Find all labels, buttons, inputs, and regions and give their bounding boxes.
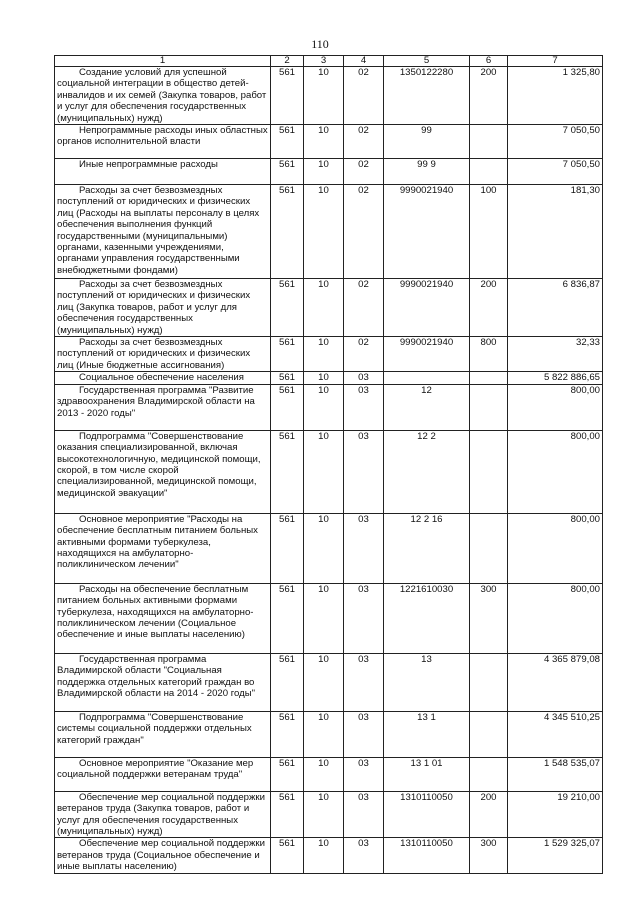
amount: 1 548 535,07: [508, 757, 603, 791]
amount: 800,00: [508, 583, 603, 653]
target-article-code: 9990021940: [384, 337, 470, 372]
section-code: 10: [304, 384, 344, 430]
expense-type-code: [470, 384, 508, 430]
ministry-code: 561: [271, 337, 304, 372]
row-description: Создание условий для успешной социальной интеграции в общество детей-инвалидов и их семей (Закупка товаров, работ и услуг для обеспечения государственных (муниципальных) нужд): [55, 67, 271, 125]
section-code: 10: [304, 159, 344, 185]
expense-type-code: [470, 757, 508, 791]
table-row: [55, 67, 603, 125]
table-row: [55, 757, 603, 791]
expense-type-code: [470, 653, 508, 711]
target-article-code: 12 2: [384, 430, 470, 513]
row-description: Основное мероприятие "Оказание мер социальной поддержки ветеранам труда": [55, 757, 271, 791]
amount: 4 345 510,25: [508, 711, 603, 757]
target-article-code: 99 9: [384, 159, 470, 185]
table-row: [55, 838, 603, 873]
subsection-code: 02: [344, 125, 384, 159]
budget-table: [54, 55, 603, 874]
ministry-code: 561: [271, 185, 304, 279]
ministry-code: 561: [271, 653, 304, 711]
ministry-code: 561: [271, 757, 304, 791]
amount: 1 325,80: [508, 67, 603, 125]
expense-type-code: 800: [470, 337, 508, 372]
ministry-code: 561: [271, 513, 304, 583]
expense-type-code: 200: [470, 67, 508, 125]
section-code: 10: [304, 430, 344, 513]
subsection-code: 03: [344, 838, 384, 873]
subsection-code: 02: [344, 337, 384, 372]
table-row: [55, 711, 603, 757]
subsection-code: 02: [344, 279, 384, 337]
amount: 7 050,50: [508, 159, 603, 185]
section-code: 10: [304, 279, 344, 337]
section-code: 10: [304, 711, 344, 757]
table-row: [55, 372, 603, 384]
ministry-code: 561: [271, 583, 304, 653]
header-cell: 1: [55, 56, 271, 67]
table-row: [55, 513, 603, 583]
ministry-code: 561: [271, 384, 304, 430]
header-cell: 6: [470, 56, 508, 67]
amount: 6 836,87: [508, 279, 603, 337]
target-article-code: 1310110050: [384, 838, 470, 873]
table-row: [55, 125, 603, 159]
amount: 19 210,00: [508, 791, 603, 838]
section-code: 10: [304, 67, 344, 125]
row-description: Обеспечение мер социальной поддержки ветеранов труда (Социальное обеспечение и иные выплаты населению): [55, 838, 271, 873]
row-description: Государственная программа Владимирской области "Социальная поддержка отдельных категорий граждан во Владимирской области на 2014 - 2020 годы": [55, 653, 271, 711]
section-code: 10: [304, 337, 344, 372]
ministry-code: 561: [271, 67, 304, 125]
ministry-code: 561: [271, 430, 304, 513]
row-description: Государственная программа "Развитие здравоохранения Владимирской области на 2013 - 2020 годы": [55, 384, 271, 430]
row-description: Основное мероприятие "Расходы на обеспечение бесплатным питанием больных активными формами туберкулеза, находящихся на амбулаторно-поликлиническом лечении": [55, 513, 271, 583]
amount: 7 050,50: [508, 125, 603, 159]
amount: 1 529 325,07: [508, 838, 603, 873]
expense-type-code: 200: [470, 791, 508, 838]
header-cell: 2: [271, 56, 304, 67]
amount: 800,00: [508, 513, 603, 583]
table-row: [55, 430, 603, 513]
subsection-code: 03: [344, 384, 384, 430]
table-row: [55, 279, 603, 337]
expense-type-code: [470, 159, 508, 185]
row-description: Иные непрограммные расходы: [55, 159, 271, 185]
expense-type-code: [470, 711, 508, 757]
subsection-code: 03: [344, 583, 384, 653]
subsection-code: 02: [344, 159, 384, 185]
section-code: 10: [304, 757, 344, 791]
section-code: 10: [304, 372, 344, 384]
subsection-code: 02: [344, 67, 384, 125]
table-row: [55, 791, 603, 838]
target-article-code: 13 1: [384, 711, 470, 757]
subsection-code: 02: [344, 185, 384, 279]
target-article-code: 13: [384, 653, 470, 711]
header-row: [55, 56, 603, 67]
header-cell: 3: [304, 56, 344, 67]
expense-type-code: 300: [470, 838, 508, 873]
row-description: Непрограммные расходы иных областных органов исполнительной власти: [55, 125, 271, 159]
ministry-code: 561: [271, 372, 304, 384]
table-row: [55, 337, 603, 372]
target-article-code: 9990021940: [384, 185, 470, 279]
ministry-code: 561: [271, 838, 304, 873]
header-cell: 5: [384, 56, 470, 67]
subsection-code: 03: [344, 757, 384, 791]
target-article-code: [384, 372, 470, 384]
expense-type-code: 300: [470, 583, 508, 653]
ministry-code: 561: [271, 279, 304, 337]
row-description: Расходы за счет безвозмездных поступлений от юридических и физических лиц (Закупка товаров, работ и услуг для обеспечения государственных (муниципальных) нужд): [55, 279, 271, 337]
row-description: Обеспечение мер социальной поддержки ветеранов труда (Закупка товаров, работ и услуг для обеспечения государственных (муниципальных) нужд): [55, 791, 271, 838]
target-article-code: 12 2 16: [384, 513, 470, 583]
target-article-code: 9990021940: [384, 279, 470, 337]
row-description: Расходы за счет безвозмездных поступлений от юридических и физических лиц (Расходы на выплаты персоналу в целях обеспечения выполнения функций государственными (муниципальными) органами, казенными учреждениями, органами управления государственными внебюджетными фондами): [55, 185, 271, 279]
subsection-code: 03: [344, 791, 384, 838]
target-article-code: 1310110050: [384, 791, 470, 838]
amount: 5 822 886,65: [508, 372, 603, 384]
amount: 4 365 879,08: [508, 653, 603, 711]
amount: 800,00: [508, 430, 603, 513]
section-code: 10: [304, 185, 344, 279]
ministry-code: 561: [271, 711, 304, 757]
expense-type-code: [470, 513, 508, 583]
expense-type-code: 200: [470, 279, 508, 337]
header-cell: 7: [508, 56, 603, 67]
target-article-code: 13 1 01: [384, 757, 470, 791]
section-code: 10: [304, 653, 344, 711]
amount: 800,00: [508, 384, 603, 430]
amount: 32,33: [508, 337, 603, 372]
table-row: [55, 185, 603, 279]
row-description: Социальное обеспечение населения: [55, 372, 271, 384]
page-number: 110: [311, 37, 329, 51]
subsection-code: 03: [344, 372, 384, 384]
amount: 181,30: [508, 185, 603, 279]
target-article-code: 12: [384, 384, 470, 430]
subsection-code: 03: [344, 653, 384, 711]
ministry-code: 561: [271, 791, 304, 838]
ministry-code: 561: [271, 125, 304, 159]
expense-type-code: 100: [470, 185, 508, 279]
header-cell: 4: [344, 56, 384, 67]
expense-type-code: [470, 430, 508, 513]
row-description: Расходы на обеспечение бесплатным питанием больных активными формами туберкулеза, находящихся на амбулаторно-поликлиническом лечении (Социальное обеспечение и иные выплаты населению): [55, 583, 271, 653]
expense-type-code: [470, 125, 508, 159]
table-row: [55, 384, 603, 430]
row-description: Подпрограмма "Совершенствование системы социальной поддержки отдельных категорий граждан": [55, 711, 271, 757]
section-code: 10: [304, 838, 344, 873]
ministry-code: 561: [271, 159, 304, 185]
target-article-code: 99: [384, 125, 470, 159]
table-row: [55, 159, 603, 185]
subsection-code: 03: [344, 711, 384, 757]
section-code: 10: [304, 513, 344, 583]
section-code: 10: [304, 583, 344, 653]
subsection-code: 03: [344, 430, 384, 513]
table-row: [55, 653, 603, 711]
target-article-code: 1350122280: [384, 67, 470, 125]
row-description: Подпрограмма "Совершенствование оказания специализированной, включая высокотехнологичную, медицинской помощи, скорой, в том числе скорой специализированной, медицинской помощи, медицинской эвакуации": [55, 430, 271, 513]
section-code: 10: [304, 791, 344, 838]
subsection-code: 03: [344, 513, 384, 583]
table-row: [55, 583, 603, 653]
row-description: Расходы за счет безвозмездных поступлений от юридических и физических лиц (Иные бюджетные ассигнования): [55, 337, 271, 372]
section-code: 10: [304, 125, 344, 159]
target-article-code: 1221610030: [384, 583, 470, 653]
expense-type-code: [470, 372, 508, 384]
